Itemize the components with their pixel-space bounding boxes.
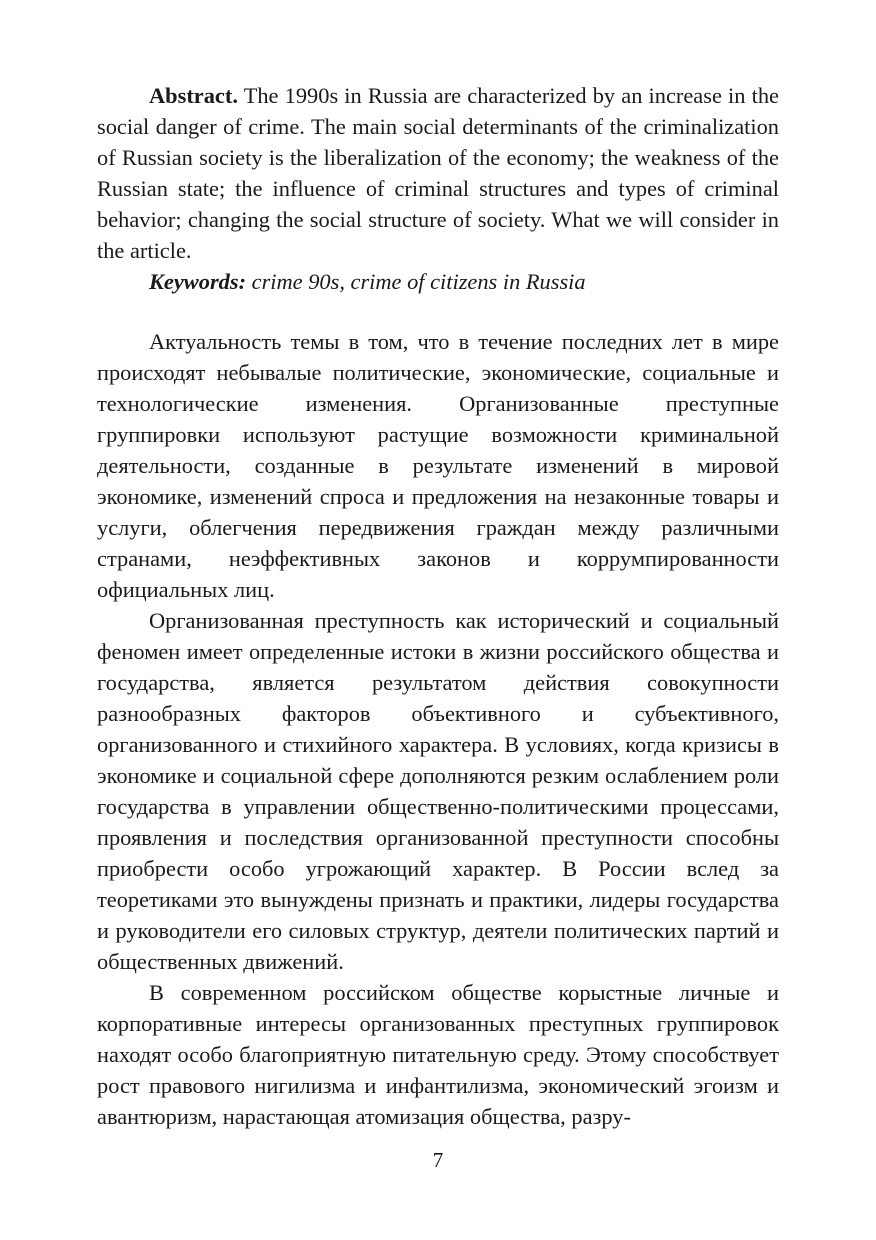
page-number: 7 xyxy=(432,1148,444,1172)
abstract-label: Abstract. xyxy=(149,83,238,108)
section-gap xyxy=(97,297,779,326)
body-paragraph-2: Организованная преступность как исторический и социальный феномен имеет определенные истоки в жизни российского общества и государства, является результатом действия совокупности разнообразных факторов объективного и субъективного, организованного и стихийного характера. В условиях, когда кризисы в экономике и социальной сфере дополняются резким ослаблением роли государства в управлении общественно-политическими процессами, проявления и последствия организованной преступности способны приобрести особо угрожающий характер. В России вслед за теоретиками это вынуждены признать и практики, лидеры государства и руководители его силовых структур, деятели политических партий и общественных движений. xyxy=(97,608,779,974)
page-content xyxy=(97,80,779,1132)
abstract-text: The 1990s in Russia are characterized by an increase in the social danger of crime. The main social determinants of the criminalization of Russian society is the liberalization of the economy; the weakness of the Russian state; the influence of criminal structures and types of criminal behavior; changing the social structure of society. What we will consider in the article. xyxy=(97,83,779,263)
keywords-label: Keywords: xyxy=(149,269,247,294)
keywords-text: crime 90s, crime of citizens in Russia xyxy=(251,269,586,294)
abstract-paragraph xyxy=(97,80,779,266)
body-paragraph-3: В современном российском обществе корыстные личные и корпоративные интересы организованных преступных группировок находят особо благоприятную питательную среду. Этому способствует рост правового нигилизма и инфантилизма, экономический эгоизм и авантюризм, нарастающая атомизация общества, разру- xyxy=(97,980,779,1129)
keywords-paragraph xyxy=(97,266,779,297)
body-paragraph-1: Актуальность темы в том, что в течение последних лет в мире происходят небывалые политические, экономические, социальные и технологические изменения. Организованные преступные группировки используют растущие возможности криминальной деятельности, созданные в результате изменений в мировой экономике, изменений спроса и предложения на незаконные товары и услуги, облегчения передвижения граждан между различными странами, неэффективных законов и коррумпированности официальных лиц. xyxy=(97,329,779,602)
